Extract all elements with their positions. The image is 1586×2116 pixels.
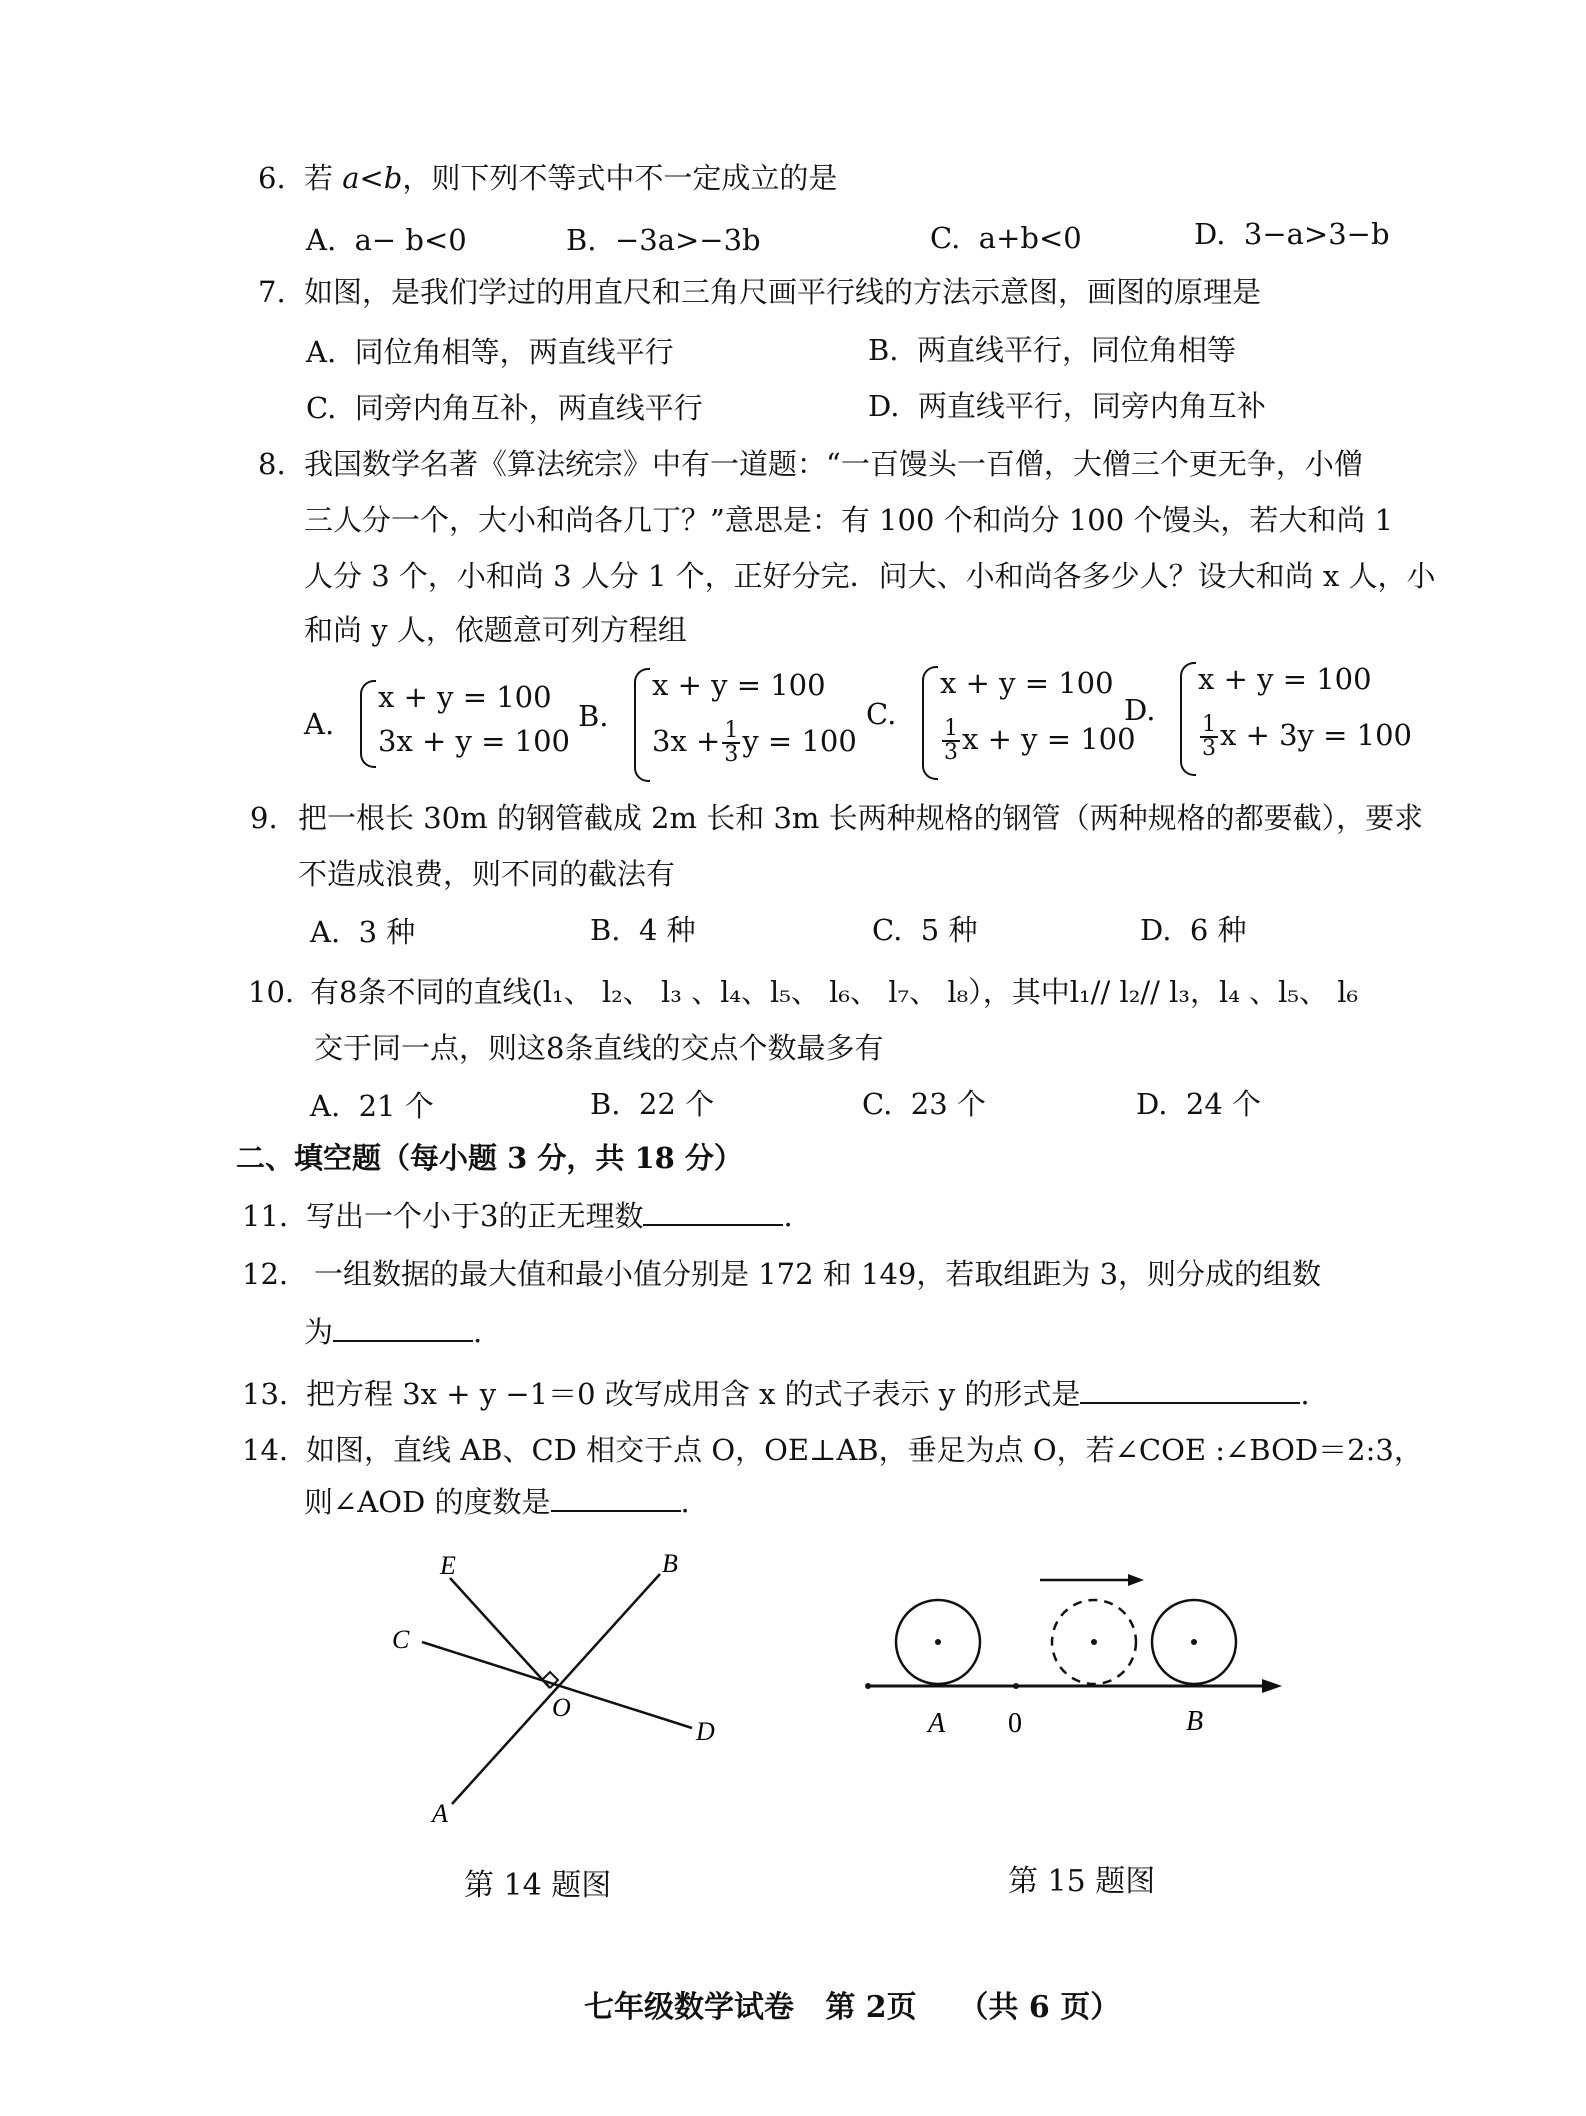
q8-d-eq1: x + y = 100 [1198, 662, 1372, 696]
q9-option-c: C. 5 种 [872, 913, 978, 947]
q10-option-d: D. 24 个 [1136, 1087, 1261, 1121]
q14-answer-blank[interactable] [551, 1484, 681, 1512]
origin-point [1013, 1683, 1019, 1689]
q9-option-d: D. 6 种 [1140, 913, 1247, 947]
q10-option-b: B. 22 个 [590, 1087, 715, 1121]
q8-b-eq2: 3x + $\frac{1}{3}$ y = 100 [652, 718, 857, 767]
figure-15-caption: 第 15 题图 [1008, 1864, 1156, 1899]
q14-line-2: 则∠AOD 的度数是 . [304, 1485, 690, 1519]
q8-option-d: D. x + y = 100 $\frac{1}{3}$ x + 3y = 100 [1124, 662, 1424, 778]
q6-option-a: A. a− b<0 [306, 223, 467, 257]
label-b: B [662, 1550, 678, 1578]
q11-number: 11. [242, 1199, 289, 1233]
q8-option-b: B. x + y = 100 3x + $\frac{1}{3}$ y = 100 [578, 668, 858, 784]
q8-c-eq1: x + y = 100 [940, 666, 1114, 700]
figure-15-rolling-circle [860, 1560, 1300, 1740]
q10-option-c: C. 23 个 [862, 1087, 986, 1121]
q8-line-1: 我国数学名著《算法统宗》中有一道题：“一百馒头一百僧，大僧三个更无争，小僧 [304, 447, 1363, 481]
q12-answer-blank[interactable] [333, 1314, 473, 1342]
q9-option-b: B. 4 种 [590, 913, 696, 947]
q13-number: 13. [242, 1377, 289, 1411]
q8-a-eq1: x + y = 100 [378, 680, 552, 714]
ray-oe [450, 1578, 550, 1688]
label-a: A [432, 1799, 448, 1828]
q7-stem: 如图，是我们学过的用直尺和三角尺画平行线的方法示意图，画图的原理是 [304, 275, 1262, 309]
q8-a-eq2: 3x + y = 100 [378, 724, 571, 758]
figure-14-caption: 第 14 题图 [464, 1868, 612, 1903]
page-footer: 七年级数学试卷 第 2页 （共 6 页） [584, 1990, 1121, 2025]
q7-option-d: D. 两直线平行，同旁内角互补 [868, 389, 1266, 423]
q9-line-1: 把一根长 30m 的钢管截成 2m 长和 3m 长两种规格的钢管（两种规格的都要截），要求 [298, 801, 1424, 835]
q8-line-4: 和尚 y 人，依题意可列方程组 [304, 613, 687, 647]
q8-line-3: 人分 3 个，小和尚 3 人分 1 个，正好分完．问大、小和尚各多少人？设大和尚 x 人，小 [304, 559, 1436, 593]
label-c: C [392, 1625, 410, 1654]
q8-d-eq2: $\frac{1}{3}$ x + 3y = 100 [1202, 712, 1413, 761]
q9-line-2: 不造成浪费，则不同的截法有 [298, 857, 676, 891]
q8-number: 8. [258, 447, 286, 481]
q10-number: 10. [248, 975, 295, 1009]
q11-text: 写出一个小于3的正无理数 . [306, 1199, 793, 1233]
q8-option-c: C. x + y = 100 $\frac{1}{3}$ x + y = 100 [866, 666, 1146, 782]
q6-option-c: C. a+b<0 [930, 221, 1082, 255]
q10-line-2: 交于同一点，则这8条直线的交点个数最多有 [314, 1031, 884, 1065]
q14-line-1: 如图，直线 AB、CD 相交于点 O，OE⊥AB，垂足为点 O，若∠COE :∠BOD＝2:3， [306, 1433, 1423, 1467]
label-zero: 0 [1008, 1708, 1022, 1739]
q13-text: 把方程 3x + y −1＝0 改写成用含 x 的式子表示 y 的形式是 . [306, 1377, 1310, 1411]
label-b: B [1186, 1706, 1204, 1737]
q8-line-2: 三人分一个，大小和尚各几丁？”意思是：有 100 个和尚分 100 个馒头，若大和尚 1 [304, 503, 1394, 537]
q6-number: 6. [258, 161, 286, 195]
q6-option-d: D. 3−a>3−b [1194, 217, 1390, 251]
label-o: O [552, 1693, 571, 1722]
q6-stem: 若 a<b，则下列不等式中不一定成立的是 [304, 161, 838, 195]
label-a: A [928, 1708, 946, 1739]
q8-b-eq1: x + y = 100 [652, 668, 826, 702]
q9-number: 9. [250, 801, 278, 835]
q12-line-1: 一组数据的最大值和最小值分别是 172 和 149，若取组距为 3，则分成的组数 [314, 1257, 1322, 1291]
q13-answer-blank[interactable] [1080, 1376, 1300, 1404]
q8-option-a: A. x + y = 100 3x + y = 100 [304, 680, 564, 770]
q7-option-a: A. 同位角相等，两直线平行 [306, 335, 674, 369]
q9-option-a: A. 3 种 [310, 915, 416, 949]
q8-c-eq2: $\frac{1}{3}$ x + y = 100 [944, 716, 1136, 765]
q11-answer-blank[interactable] [643, 1198, 783, 1226]
q7-number: 7. [258, 275, 286, 309]
section-heading-fill-in: 二、填空题（每小题 3 分，共 18 分） [236, 1141, 743, 1175]
q7-option-c: C. 同旁内角互补，两直线平行 [306, 391, 703, 425]
q12-number: 12. [242, 1257, 289, 1291]
label-e: E [440, 1551, 456, 1580]
q6-option-b: B. −3a>−3b [566, 223, 761, 257]
line-ab [452, 1574, 660, 1804]
q10-line-1: 有8条不同的直线(l₁、 l₂、 l₃ 、l₄、l₅、 l₆、 l₇、 l₈），其中l₁// l₂// l₃，l₄ 、l₅、 l₆ [310, 975, 1359, 1009]
q10-option-a: A. 21 个 [310, 1089, 434, 1123]
figure-14-intersecting-lines [380, 1550, 740, 1830]
q14-number: 14. [242, 1433, 289, 1467]
q7-option-b: B. 两直线平行，同位角相等 [868, 333, 1236, 367]
label-d: D [696, 1717, 715, 1746]
q12-line-2: 为 . [304, 1315, 483, 1349]
number-line-arrow [1262, 1679, 1282, 1693]
